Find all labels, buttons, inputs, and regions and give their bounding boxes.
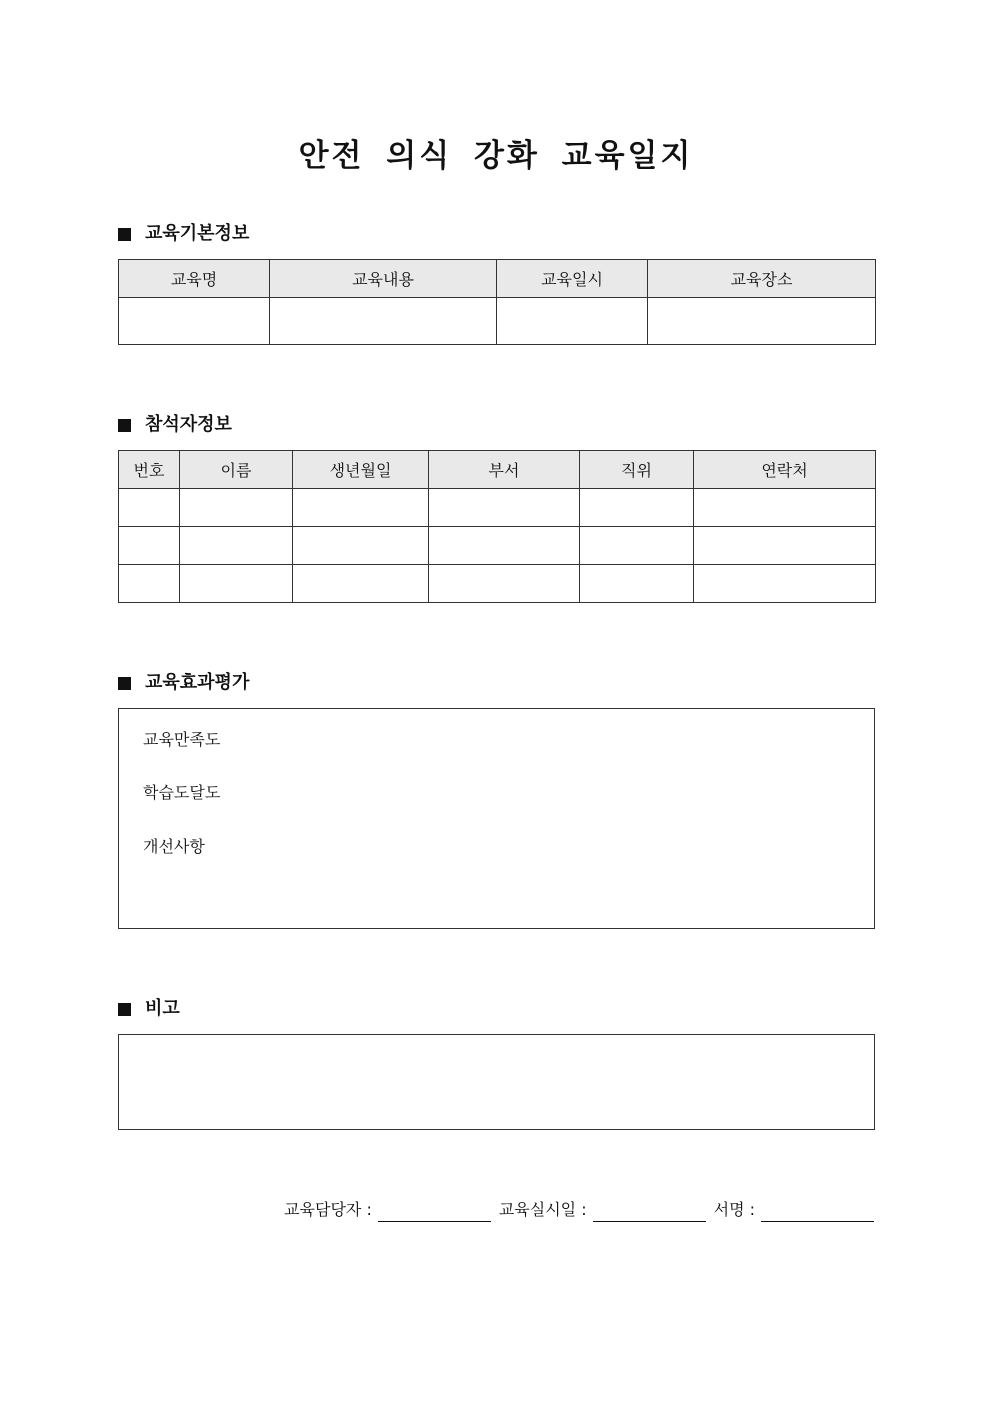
table-row <box>119 565 876 603</box>
input-cell[interactable] <box>119 489 180 527</box>
input-cell-course-name[interactable] <box>119 298 270 345</box>
input-cell[interactable] <box>429 527 580 565</box>
section-heading-label: 교육기본정보 <box>145 223 250 244</box>
square-bullet-icon <box>118 1003 131 1016</box>
section-heading-attendees <box>118 413 232 437</box>
section-heading-basic <box>118 222 249 246</box>
section-heading-evaluation <box>118 671 249 695</box>
input-cell[interactable] <box>293 489 429 527</box>
manager-label: 교육담당자 : <box>284 1200 372 1219</box>
square-bullet-icon <box>118 228 131 241</box>
input-cell[interactable] <box>429 565 580 603</box>
header-cell: 교육명 <box>119 260 270 298</box>
header-cell: 직위 <box>580 451 694 489</box>
input-cell[interactable] <box>119 527 180 565</box>
header-cell: 교육내용 <box>270 260 497 298</box>
input-cell[interactable] <box>694 527 876 565</box>
header-cell: 이름 <box>180 451 293 489</box>
section-heading-label: 비고 <box>145 998 180 1019</box>
input-cell[interactable] <box>293 565 429 603</box>
basic-info-table <box>118 259 876 345</box>
remarks-box[interactable] <box>118 1034 875 1130</box>
input-cell-course-location[interactable] <box>648 298 876 345</box>
header-cell: 연락처 <box>694 451 876 489</box>
page-title: 안전 의식 강화 교육일지 <box>298 138 694 174</box>
square-bullet-icon <box>118 677 131 690</box>
evaluation-item-improvements: 개선사항 <box>143 837 205 856</box>
input-cell[interactable] <box>580 489 694 527</box>
table-row <box>119 527 876 565</box>
header-cell: 번호 <box>119 451 180 489</box>
signature-label: 서명 : <box>713 1200 755 1219</box>
manager-blank-field[interactable] <box>378 1203 491 1222</box>
input-cell[interactable] <box>180 565 293 603</box>
signature-footer <box>284 1198 874 1222</box>
input-cell[interactable] <box>180 489 293 527</box>
section-heading-label: 교육효과평가 <box>145 672 250 693</box>
input-cell-course-datetime[interactable] <box>497 298 648 345</box>
evaluation-item-achievement: 학습도달도 <box>143 783 221 802</box>
section-heading-remarks <box>118 997 180 1021</box>
input-cell[interactable] <box>694 489 876 527</box>
input-cell[interactable] <box>429 489 580 527</box>
evaluation-box[interactable] <box>118 708 875 929</box>
input-cell[interactable] <box>694 565 876 603</box>
header-cell: 교육일시 <box>497 260 648 298</box>
date-label: 교육실시일 : <box>498 1200 587 1219</box>
evaluation-item-satisfaction: 교육만족도 <box>143 730 221 749</box>
header-cell: 생년월일 <box>293 451 429 489</box>
input-cell-course-content[interactable] <box>270 298 497 345</box>
input-cell[interactable] <box>180 527 293 565</box>
date-blank-field[interactable] <box>593 1203 706 1222</box>
section-heading-label: 참석자정보 <box>145 414 232 435</box>
header-cell: 교육장소 <box>648 260 876 298</box>
input-cell[interactable] <box>580 527 694 565</box>
header-cell: 부서 <box>429 451 580 489</box>
table-row <box>119 489 876 527</box>
input-cell[interactable] <box>293 527 429 565</box>
input-cell[interactable] <box>119 565 180 603</box>
signature-blank-field[interactable] <box>761 1203 874 1222</box>
input-cell[interactable] <box>580 565 694 603</box>
square-bullet-icon <box>118 419 131 432</box>
attendee-table <box>118 450 876 603</box>
